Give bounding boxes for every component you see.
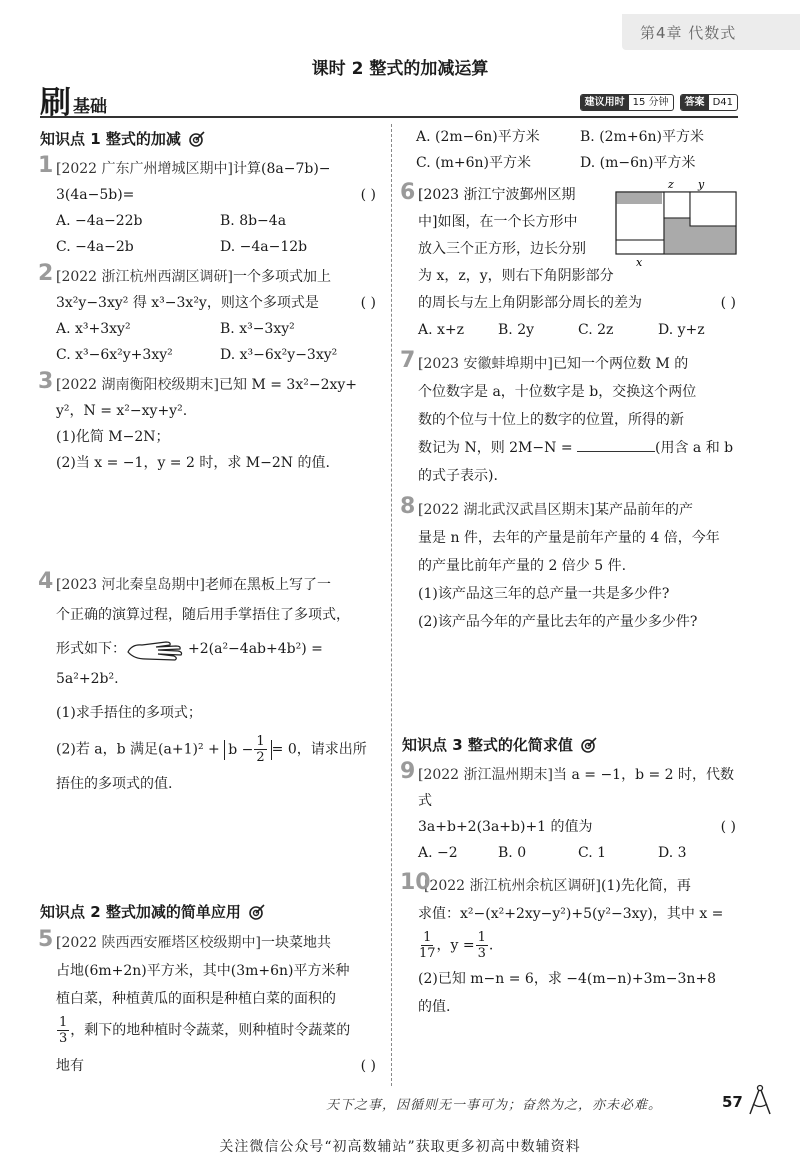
question-text: 一个多项式加上 xyxy=(233,269,332,285)
question-source: [2022 浙江温州期末] xyxy=(418,767,554,783)
option-d: D. y+z xyxy=(658,322,705,338)
question-text: 植白菜，种植黄瓜的面积是种植白菜的面积的 xyxy=(56,991,336,1007)
fraction-numerator: 1 xyxy=(423,930,432,945)
fraction xyxy=(419,930,436,961)
knowledge-point-2 xyxy=(40,897,378,927)
question-text: 占地(6m+2n)平方米，其中(3m+6n)平方米种 xyxy=(56,963,350,979)
question-number: 2 xyxy=(38,261,54,286)
option-c: C. (m+6n)平方米 xyxy=(416,155,531,171)
question-7 xyxy=(402,350,738,490)
sub-question-2-line2: 捂住的多项式的值. xyxy=(56,776,173,792)
option-a: A. −4a−22b xyxy=(56,213,143,229)
hand-icon xyxy=(126,636,188,662)
question-text: ，y = xyxy=(436,937,475,954)
question-5-options xyxy=(402,124,738,176)
question-number: 4 xyxy=(38,569,54,594)
top-rule xyxy=(40,116,738,118)
fraction-denominator: 3 xyxy=(477,946,486,961)
time-value: 15 分钟 xyxy=(632,97,669,108)
question-3 xyxy=(38,369,378,476)
question-text: 为 x，z，y，则右下角阴影部分 xyxy=(418,268,614,284)
option-a: A. x+z xyxy=(418,322,465,338)
question-text: 个正确的演算过程，随后用手掌捂住了多项式， xyxy=(56,607,350,623)
answer-paren: ( ) xyxy=(360,1058,376,1074)
option-c: C. x³−6x²y+3xy² xyxy=(56,347,173,363)
answer-blank[interactable] xyxy=(577,435,655,452)
question-text: . xyxy=(488,937,494,954)
option-d: D. −4a−12b xyxy=(220,239,308,255)
question-text: (1)先化简，再 xyxy=(601,878,691,894)
answer-paren: ( ) xyxy=(720,295,736,311)
answer-badge xyxy=(680,94,738,111)
target-icon xyxy=(249,904,265,920)
options xyxy=(56,208,378,260)
question-9 xyxy=(400,759,738,866)
fraction-numerator: 1 xyxy=(256,734,265,749)
column-divider xyxy=(391,124,392,1086)
question-text: 数的个位与十位上的数字的位置，所得的新 xyxy=(418,412,684,428)
fraction-denominator: 3 xyxy=(59,1031,68,1046)
fraction xyxy=(57,1015,69,1046)
question-source: [2022 浙江杭州西湖区调研] xyxy=(56,269,234,285)
answer-paren: ( ) xyxy=(720,819,736,835)
label-z: z xyxy=(668,178,674,191)
option-a: A. −2 xyxy=(418,845,458,861)
option-b: B. (2m+6n)平方米 xyxy=(580,129,704,145)
question-text: 的产量比前年产量的 2 倍少 5 件. xyxy=(418,558,627,574)
right-column xyxy=(402,124,738,1021)
sub-question-2: (2)该产品今年的产量比去年的产量少多少件? xyxy=(418,614,698,630)
question-text: 中]如图，在一个长方形中 xyxy=(418,214,578,230)
section-mark: 刷 xyxy=(40,85,71,121)
kp2-title: 知识点 2 整式加减的简单应用 xyxy=(40,903,241,921)
question-text: 3a+b+2(3a+b)+1 的值为 xyxy=(418,819,593,835)
option-d: D. (m−6n)平方米 xyxy=(580,155,696,171)
page-number: 57 xyxy=(722,1093,743,1111)
question-text: 计算(8a−7b)− xyxy=(233,161,331,177)
question-text: 一块菜地共 xyxy=(261,935,332,951)
options xyxy=(418,840,738,866)
question-text: 个位数字是 a，十位数字是 b，交换这个两位 xyxy=(418,384,697,400)
question-number: 8 xyxy=(400,494,416,519)
sub-question-2-cont: = 0，请求出所 xyxy=(271,741,367,758)
footer-motto: 天下之事，因循则无一事可为；奋然为之，亦未必难。 xyxy=(326,1098,663,1113)
compass-icon xyxy=(746,1084,774,1116)
abs-text: b − xyxy=(228,741,254,758)
question-number: 7 xyxy=(400,348,416,373)
question-text: 3x²y−3xy² 得 x³−3x²y，则这个多项式是 xyxy=(56,295,319,311)
square-y xyxy=(690,192,736,226)
sub-question-2: (2)已知 m−n = 6，求 −4(m−n)+3m−3n+8 xyxy=(418,971,717,987)
option-d: D. x³−6x²y−3xy² xyxy=(220,347,338,363)
question-number: 5 xyxy=(38,927,54,952)
options xyxy=(56,316,378,368)
sub-question-1: (1)该产品这三年的总产量一共是多少件? xyxy=(418,586,670,602)
option-a: A. (2m−6n)平方米 xyxy=(416,129,540,145)
option-b: B. 8b−4a xyxy=(220,213,287,229)
sub-question-2: (2)当 x = −1，y = 2 时，求 M−2N 的值. xyxy=(56,455,330,471)
question-text: 地有 xyxy=(56,1058,84,1074)
target-icon xyxy=(189,131,205,147)
form-prefix: 形式如下： xyxy=(56,641,126,657)
question-source: [2022 湖北武汉武昌区期末] xyxy=(418,502,596,518)
sub-question-2-line2: 的值. xyxy=(418,999,451,1015)
info-badges xyxy=(580,94,738,111)
absolute-value xyxy=(224,734,271,765)
question-source: [2022 广东广州增城区期中] xyxy=(56,161,234,177)
left-column xyxy=(40,124,378,1080)
fraction xyxy=(254,734,266,765)
question-10 xyxy=(402,872,738,1021)
question-8 xyxy=(402,496,738,636)
sub-question-1: (1)求手捂住的多项式； xyxy=(56,705,202,721)
kp3-title: 知识点 3 整式的化简求值 xyxy=(402,736,573,754)
question-text: y²，N = x²−xy+y². xyxy=(56,403,188,419)
sub-question-1: (1)化简 M−2N； xyxy=(56,429,170,445)
question-text: (用含 a 和 b xyxy=(655,440,734,456)
question-text: 老师在黑板上写了一 xyxy=(205,577,332,593)
question-number: 1 xyxy=(38,153,54,178)
square-z xyxy=(664,192,690,218)
question-number: 10 xyxy=(400,870,431,895)
fraction-denominator: 17 xyxy=(419,946,436,961)
chapter-label: 第4章 代数式 xyxy=(640,24,737,42)
label-y: y xyxy=(698,178,705,191)
option-c: C. 1 xyxy=(578,845,607,861)
question-text: 3(4a−5b)= xyxy=(56,187,135,203)
option-b: B. 0 xyxy=(498,845,527,861)
fraction-denominator: 2 xyxy=(256,750,265,765)
rectangle-squares-figure xyxy=(614,178,738,270)
question-text: 求值：x²−(x²+2xy−y²)+5(y²−3xy)，其中 x = xyxy=(418,906,724,922)
answer-paren: ( ) xyxy=(360,187,376,203)
label-x: x xyxy=(636,256,643,269)
option-c: C. 2z xyxy=(578,322,614,338)
top-left-shade xyxy=(616,192,662,204)
question-5 xyxy=(40,929,378,1080)
question-text: 放入三个正方形，边长分别 xyxy=(418,241,586,257)
question-1 xyxy=(38,153,378,260)
question-text: 已知一个两位数 M 的 xyxy=(553,356,689,372)
answer-key: 答案 xyxy=(681,95,709,110)
options xyxy=(418,317,738,344)
question-text: 某产品前年的产 xyxy=(595,502,694,518)
question-source: [2022 湖南衡阳校级期末] xyxy=(56,377,220,393)
bottom-note: 关注微信公众号“初高数辅站”获取更多初高中数辅资料 xyxy=(219,1139,581,1155)
question-text: 的周长与左上角阴影部分周长的差为 xyxy=(418,295,642,311)
time-badge xyxy=(580,94,674,111)
question-number: 6 xyxy=(400,180,416,205)
question-2 xyxy=(38,261,378,368)
lesson-title: 课时 2 整式的加减运算 xyxy=(311,59,489,79)
question-source: [2022 浙江杭州余杭区调研] xyxy=(424,878,602,894)
chapter-tab xyxy=(622,14,800,50)
question-text: 数记为 N，则 2M−N = xyxy=(418,440,573,456)
option-b: B. x³−3xy² xyxy=(220,321,295,337)
answer-paren: ( ) xyxy=(360,295,376,311)
question-4 xyxy=(40,570,378,799)
knowledge-point-1 xyxy=(40,124,378,154)
answer-value: D41 xyxy=(712,97,733,108)
question-text: ，剩下的地种植时令蔬菜，则种植时令蔬菜的 xyxy=(70,1022,351,1039)
knowledge-point-3 xyxy=(402,730,738,760)
question-source: [2022 陕西西安雁塔区校级期中] xyxy=(56,935,262,951)
question-text: 的式子表示). xyxy=(418,468,498,484)
question-source: [2023 浙江宁波鄞州区期 xyxy=(418,187,576,203)
sub-question-2: (2)若 a，b 满足(a+1)² + xyxy=(56,741,225,758)
question-text: 量是 n 件，去年的产量是前年产量的 4 倍，今年 xyxy=(418,530,720,546)
fraction-numerator: 1 xyxy=(59,1015,68,1030)
option-d: D. 3 xyxy=(658,845,687,861)
question-source: [2023 河北秦皇岛期中] xyxy=(56,577,206,593)
question-number: 3 xyxy=(38,369,54,394)
fraction xyxy=(476,930,488,961)
option-a: A. x³+3xy² xyxy=(56,321,131,337)
question-text: 当 a = −1，b = 2 时，代数式 xyxy=(418,767,735,809)
option-c: C. −4a−2b xyxy=(56,239,134,255)
option-b: B. 2y xyxy=(498,322,535,338)
section-word: 基础 xyxy=(73,97,107,117)
section-heading xyxy=(40,86,107,120)
question-number: 9 xyxy=(400,759,416,784)
fraction-numerator: 1 xyxy=(477,930,486,945)
question-text: 已知 M = 3x²−2xy+ xyxy=(219,377,358,393)
time-key: 建议用时 xyxy=(581,95,629,110)
form-rest: +2(a²−4ab+4b²) = 5a²+2b². xyxy=(56,641,323,687)
question-source: [2023 安徽蚌埠期中] xyxy=(418,356,554,372)
question-6 xyxy=(400,178,738,344)
target-icon xyxy=(581,737,597,753)
kp1-title: 知识点 1 整式的加减 xyxy=(40,130,181,148)
